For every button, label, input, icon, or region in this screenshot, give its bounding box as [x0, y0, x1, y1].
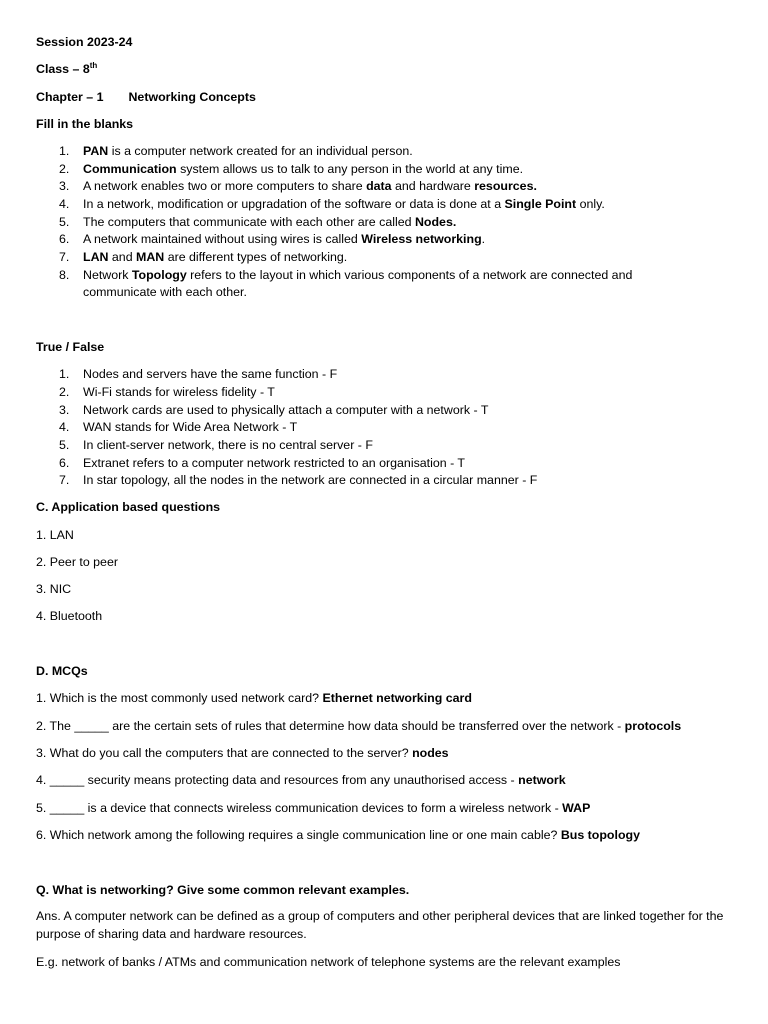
fill-answer: resources.: [474, 179, 537, 193]
tf-item-number: 1.: [59, 367, 70, 381]
chapter-heading: [36, 91, 256, 103]
fill-text-part: Network: [83, 268, 132, 282]
application-heading: C. Application based questions: [36, 500, 221, 514]
mcq-answer: WAP: [562, 801, 591, 815]
question-heading: Q. What is networking? Give some common relevant examples.: [36, 883, 410, 897]
fill-text-part: In a network, modification or upgradation of the software or data is done at a: [83, 197, 505, 211]
fill-item-text: [83, 233, 485, 245]
session-label: Session 2023-24: [36, 35, 133, 49]
fill-item-number: 1.: [59, 144, 70, 158]
fill-text-part: A network enables two or more computers to share: [83, 179, 367, 193]
fill-text-part: is a computer network created for an individual person.: [108, 144, 413, 158]
class-superscript: th: [89, 61, 98, 70]
mcq-answer: network: [518, 773, 566, 787]
application-item: 2. Peer to peer: [36, 555, 118, 569]
tf-item-text: In client-server network, there is no central server - F: [83, 438, 373, 452]
fill-item-text: [83, 251, 347, 263]
fill-item-text: [83, 216, 456, 228]
mcq-question: 5. _____ is a device that connects wireless communication devices to form a wireless network -: [36, 801, 563, 815]
fill-answer: Nodes.: [414, 215, 457, 229]
fill-text-part: refers to the layout in which various components of a network are connected and: [186, 268, 633, 282]
question-answer: Ans. A computer network can be defined as a group of computers and other peripheral devices that are linked together for the purpose of sharing data and hardware resources.: [36, 909, 724, 941]
mcq-question: 1. Which is the most commonly used network card?: [36, 691, 323, 705]
tf-item-number: 5.: [59, 438, 70, 452]
mcq-item: [36, 774, 566, 786]
tf-item-text: Network cards are used to physically attach a computer with a network - T: [83, 403, 489, 417]
fill-answer: Communication: [83, 162, 177, 176]
application-item: 3. NIC: [36, 582, 72, 596]
tf-item-number: 6.: [59, 456, 70, 470]
true-false-heading: True / False: [36, 340, 105, 354]
tf-item-text: Nodes and servers have the same function - F: [83, 367, 338, 381]
fill-item-number: 2.: [59, 162, 70, 176]
fill-text-part: only.: [576, 197, 605, 211]
mcq-question: 2. The _____ are the certain sets of rules that determine how data should be transferred over the network -: [36, 719, 625, 733]
fill-text-part: system allows us to talk to any person in the world at any time.: [176, 162, 524, 176]
tf-item-number: 7.: [59, 473, 70, 487]
fill-answer: MAN: [136, 250, 165, 264]
fill-item-8-continuation: communicate with each other.: [83, 285, 247, 299]
tf-item-text: In star topology, all the nodes in the network are connected in a circular manner - F: [83, 473, 538, 487]
fill-answer: Wireless networking: [361, 232, 482, 246]
fill-blanks-heading: Fill in the blanks: [36, 117, 134, 131]
fill-text-part: A network maintained without using wires is called: [83, 232, 362, 246]
mcq-heading: D. MCQs: [36, 664, 88, 678]
fill-answer: PAN: [83, 144, 109, 158]
fill-item-text: [83, 180, 537, 192]
mcq-question: 4. _____ security means protecting data and resources from any unauthorised access -: [36, 773, 519, 787]
fill-item-number: 4.: [59, 197, 70, 211]
tf-item-text: Wi-Fi stands for wireless fidelity - T: [83, 385, 275, 399]
mcq-answer: Bus topology: [560, 828, 640, 842]
tf-item-number: 2.: [59, 385, 70, 399]
fill-item-number: 6.: [59, 232, 70, 246]
fill-item-text: [83, 198, 605, 210]
fill-answer: Single Point: [504, 197, 577, 211]
fill-answer: data: [366, 179, 392, 193]
fill-text-part: and hardware: [391, 179, 475, 193]
mcq-question: 6. Which network among the following requires a single communication line or one main cable?: [36, 828, 561, 842]
fill-text-part: are different types of networking.: [164, 250, 348, 264]
fill-text-part: .: [481, 232, 486, 246]
chapter-label: Chapter – 1: [36, 90, 104, 104]
fill-answer: LAN: [83, 250, 109, 264]
tf-item-number: 4.: [59, 420, 70, 434]
fill-text-part: The computers that communicate with each other are called: [83, 215, 415, 229]
fill-item-number: 3.: [59, 179, 70, 193]
application-item: 1. LAN: [36, 528, 74, 542]
fill-answer: Topology: [131, 268, 187, 282]
mcq-item: [36, 692, 472, 704]
mcq-item: [36, 720, 681, 732]
class-label: [36, 63, 97, 75]
mcq-item: [36, 802, 590, 814]
fill-item-text: [83, 269, 632, 281]
fill-item-number: 5.: [59, 215, 70, 229]
tf-item-text: Extranet refers to a computer network restricted to an organisation - T: [83, 456, 465, 470]
fill-text-part: and: [108, 250, 137, 264]
class-text: Class – 8: [36, 62, 90, 76]
tf-item-number: 3.: [59, 403, 70, 417]
mcq-question: 3. What do you call the computers that are connected to the server?: [36, 746, 413, 760]
fill-item-number: 8.: [59, 268, 70, 282]
tf-item-text: WAN stands for Wide Area Network - T: [83, 420, 298, 434]
mcq-answer: nodes: [412, 746, 449, 760]
mcq-item: [36, 829, 640, 841]
fill-item-number: 7.: [59, 250, 70, 264]
question-examples: E.g. network of banks / ATMs and communication network of telephone systems are the relevant examples: [36, 955, 621, 969]
chapter-title: Networking Concepts: [128, 90, 256, 104]
mcq-answer: Ethernet networking card: [322, 691, 472, 705]
fill-item-text: [83, 145, 413, 157]
fill-item-text: [83, 163, 523, 175]
mcq-item: [36, 747, 449, 759]
application-item: 4. Bluetooth: [36, 609, 103, 623]
mcq-answer: protocols: [624, 719, 682, 733]
